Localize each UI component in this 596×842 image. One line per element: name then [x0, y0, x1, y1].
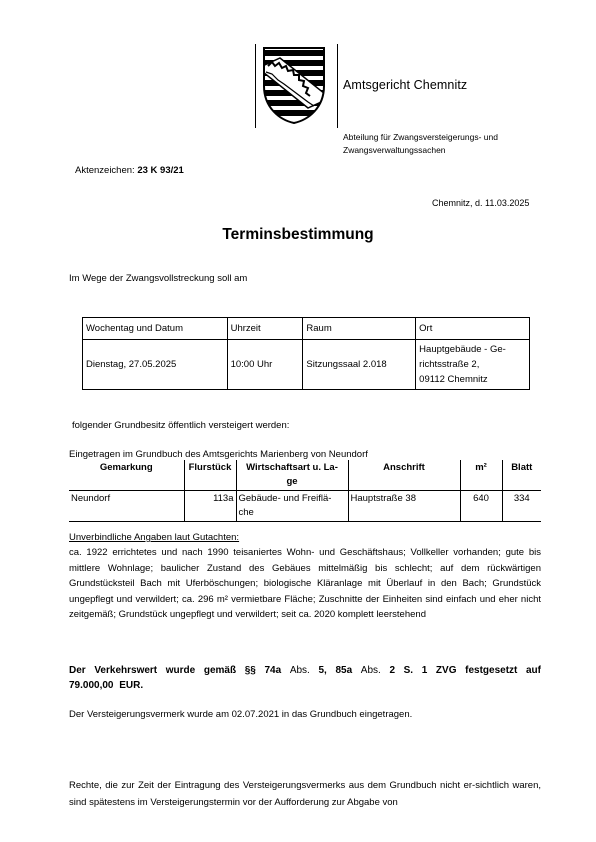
appointment-date: Dienstag, 27.05.2025: [83, 340, 228, 390]
appraisal-text: ca. 1922 errichtetes und nach 1990 teisaniertes Wohn- und Geschäftshaus; Vollkeller vorhanden; gute bis mittlere Wohnlage; baulicher Zustand des Gebäues mittelmäßig bis schlecht; auf dem rückwärtigen Grundstücksteil Bach mit Uferböschungen; biologische Kläranlage mit Überlauf in den Bach; Grundstück ungepflegt und verwildert; ca. 296 m² vermietbare Fläche; Zuschnitte der Einheiten sind einfach und eher nicht zeitgemäß; Grundstück ungepflegt und verwildert; seit ca. 2020 komplett leerstehend: [69, 547, 541, 621]
property-follow-text: folgender Grundbesitz öffentlich versteigert werden:: [72, 420, 290, 431]
appointment-room: Sitzungssaal 2.018: [303, 340, 416, 390]
header-wirtschaftsart-line-2: ge: [286, 476, 298, 487]
appraisal-heading: Unverbindliche Angaben laut Gutachten:: [69, 532, 240, 543]
property-table: [69, 460, 541, 522]
market-value-abs-2: Abs.: [360, 665, 381, 676]
place-and-date: Chemnitz, d. 11.03.2025: [432, 198, 530, 208]
appointment-table-header: [83, 318, 530, 340]
appointment-time: 10:00 Uhr: [227, 340, 303, 390]
cell-anschrift: Hauptstraße 38: [348, 491, 460, 522]
department-line-1: Abteilung für Zwangsversteigerungs- und: [343, 132, 498, 142]
header-gemarkung: Gemarkung: [69, 460, 184, 491]
header-blatt: Blatt: [502, 460, 541, 491]
cell-wirtschaftsart-line-1: Gebäude- und Freiflä-: [238, 493, 332, 504]
header-anschrift: Anschrift: [348, 460, 460, 491]
cell-wirtschaftsart: [236, 491, 348, 522]
appointment-header-place: Ort: [416, 318, 530, 340]
property-table-row: [69, 491, 541, 522]
header-right-rule: [337, 44, 338, 128]
department-line-2: Zwangsverwaltungssachen: [343, 145, 446, 155]
cell-blatt: 334: [502, 491, 541, 522]
header-m2: m²: [460, 460, 502, 491]
appointment-header-time: Uhrzeit: [227, 318, 303, 340]
appointment-table: [82, 317, 530, 390]
cell-flurstueck: 113a: [184, 491, 236, 522]
cell-wirtschaftsart-line-2: che: [238, 507, 254, 518]
header-wirtschaftsart-line-1: Wirtschaftsart u. La-: [246, 462, 338, 473]
cell-gemarkung: Neundorf: [69, 491, 184, 522]
registration-note: Der Versteigerungsvermerk wurde am 02.07.2021 in das Grundbuch eingetragen.: [69, 709, 413, 720]
case-reference: [75, 165, 184, 176]
intro-text: Im Wege der Zwangsvollstreckung soll am: [69, 273, 248, 284]
page-title: Terminsbestimmung: [222, 226, 374, 243]
land-register-text: Eingetragen im Grundbuch des Amtsgerichts Marienberg von Neundorf: [69, 449, 368, 460]
appointment-header-date: Wochentag und Datum: [83, 318, 228, 340]
department-name: [343, 131, 543, 157]
appointment-header-room: Raum: [303, 318, 416, 340]
cell-m2: 640: [460, 491, 502, 522]
appointment-table-row: [83, 340, 530, 390]
market-value-statement: [69, 663, 541, 693]
market-value-abs-1: Abs.: [289, 665, 310, 676]
market-value-part-2: 5, 85a: [318, 665, 353, 676]
market-value-part-3: 2 S. 1 ZVG festgesetzt auf 79.000,00 EUR.: [69, 665, 541, 691]
appointment-place-line-2: richtsstraße 2,: [419, 359, 480, 370]
case-reference-label: Aktenzeichen:: [75, 165, 135, 176]
court-name: Amtsgericht Chemnitz: [343, 78, 468, 92]
case-reference-number: 23 K 93/21: [137, 165, 184, 176]
header-flurstueck: Flurstück: [184, 460, 236, 491]
rights-notice: Rechte, die zur Zeit der Eintragung des Versteigerungsvermerks aus dem Grundbuch nicht er-sichtlich waren, sind spätestens im Versteigerungstermin vor der Aufforderung zur Abgabe von: [69, 780, 541, 808]
header-wirtschaftsart: [236, 460, 348, 491]
property-table-header: [69, 460, 541, 491]
saxony-coat-of-arms-icon: [262, 46, 326, 124]
appointment-place: [416, 340, 530, 390]
market-value-part-1: Der Verkehrswert wurde gemäß §§ 74a: [69, 665, 282, 676]
header-left-rule: [255, 44, 256, 128]
appointment-place-line-1: Hauptgebäude - Ge-: [419, 344, 506, 355]
appointment-place-line-3: 09112 Chemnitz: [419, 374, 488, 385]
